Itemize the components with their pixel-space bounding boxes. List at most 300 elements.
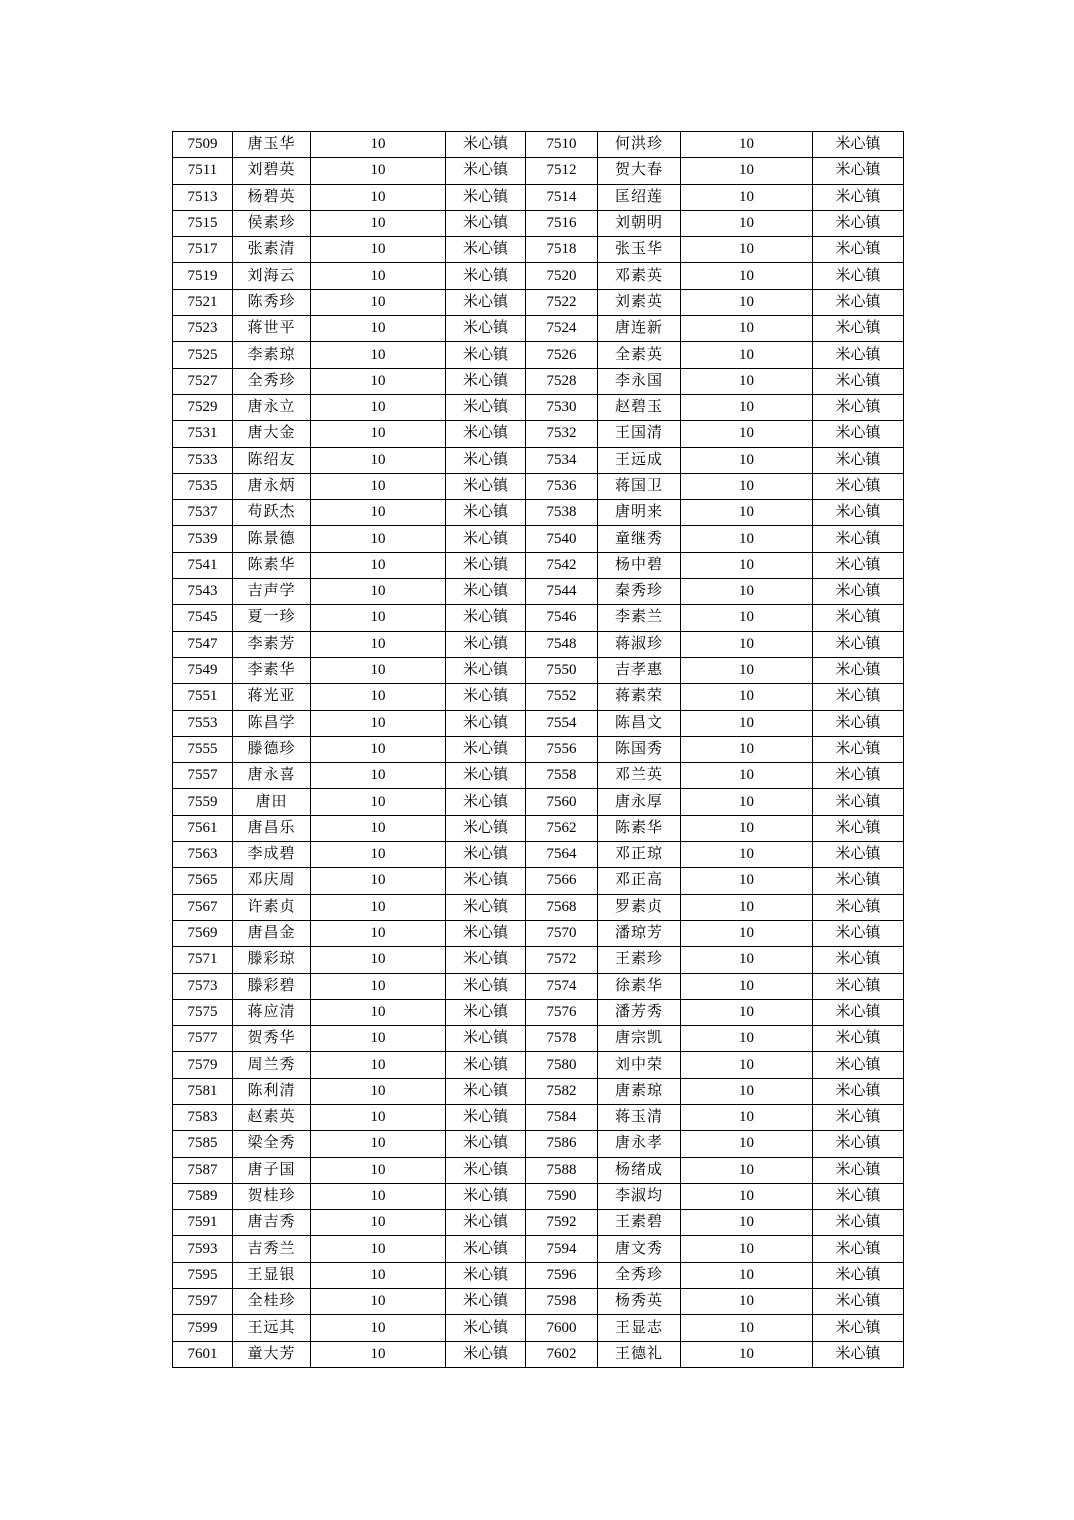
- entry-name-cell: 邓庆周: [233, 868, 311, 894]
- entry-name-cell: 唐昌金: [233, 920, 311, 946]
- entry-town-cell: 米心镇: [446, 342, 526, 368]
- entry-id-cell: 7528: [526, 368, 598, 394]
- entry-name-cell: 李素琼: [233, 342, 311, 368]
- entry-town-cell: 米心镇: [813, 1183, 904, 1209]
- entry-town-cell: 米心镇: [813, 868, 904, 894]
- entry-town-cell: 米心镇: [813, 1315, 904, 1341]
- entry-amount-cell: 10: [311, 368, 446, 394]
- entry-amount-cell: 10: [681, 368, 813, 394]
- table-row: [173, 1026, 904, 1052]
- entry-name-cell: 唐永喜: [233, 763, 311, 789]
- entry-id-cell: 7526: [526, 342, 598, 368]
- entry-town-cell: 米心镇: [446, 868, 526, 894]
- entry-amount-cell: 10: [311, 394, 446, 420]
- entry-name-cell: 唐吉秀: [233, 1210, 311, 1236]
- entry-amount-cell: 10: [681, 868, 813, 894]
- entry-id-cell: 7578: [526, 1026, 598, 1052]
- entry-amount-cell: 10: [681, 763, 813, 789]
- entry-name-cell: 苟跃杰: [233, 500, 311, 526]
- entry-id-cell: 7558: [526, 763, 598, 789]
- entry-amount-cell: 10: [681, 500, 813, 526]
- entry-id-cell: 7538: [526, 500, 598, 526]
- entry-town-cell: 米心镇: [813, 342, 904, 368]
- entry-id-cell: 7595: [173, 1262, 233, 1288]
- entry-name-cell: 杨绪成: [598, 1157, 681, 1183]
- entry-amount-cell: 10: [311, 526, 446, 552]
- entry-id-cell: 7525: [173, 342, 233, 368]
- entry-amount-cell: 10: [681, 1052, 813, 1078]
- entry-amount-cell: 10: [311, 1131, 446, 1157]
- entry-name-cell: 李素兰: [598, 605, 681, 631]
- entry-amount-cell: 10: [311, 579, 446, 605]
- entry-town-cell: 米心镇: [813, 1210, 904, 1236]
- table-row: [173, 1289, 904, 1315]
- table-row: [173, 421, 904, 447]
- entry-town-cell: 米心镇: [446, 289, 526, 315]
- entry-amount-cell: 10: [681, 631, 813, 657]
- entry-id-cell: 7544: [526, 579, 598, 605]
- table-row: [173, 842, 904, 868]
- entry-name-cell: 刘素英: [598, 289, 681, 315]
- table-row: [173, 184, 904, 210]
- entry-town-cell: 米心镇: [813, 289, 904, 315]
- entry-name-cell: 童大芳: [233, 1341, 311, 1367]
- entry-town-cell: 米心镇: [446, 920, 526, 946]
- entry-town-cell: 米心镇: [446, 1315, 526, 1341]
- entry-amount-cell: 10: [681, 210, 813, 236]
- entry-id-cell: 7597: [173, 1289, 233, 1315]
- entry-amount-cell: 10: [681, 342, 813, 368]
- entry-amount-cell: 10: [681, 920, 813, 946]
- entry-id-cell: 7559: [173, 789, 233, 815]
- entry-id-cell: 7568: [526, 894, 598, 920]
- entry-id-cell: 7552: [526, 684, 598, 710]
- entry-amount-cell: 10: [311, 1078, 446, 1104]
- entry-amount-cell: 10: [311, 1183, 446, 1209]
- entry-id-cell: 7512: [526, 158, 598, 184]
- entry-id-cell: 7554: [526, 710, 598, 736]
- entry-town-cell: 米心镇: [813, 1052, 904, 1078]
- entry-id-cell: 7551: [173, 684, 233, 710]
- entry-name-cell: 王显志: [598, 1315, 681, 1341]
- table-row: [173, 552, 904, 578]
- table-row: [173, 710, 904, 736]
- entry-town-cell: 米心镇: [446, 605, 526, 631]
- entry-name-cell: 陈景德: [233, 526, 311, 552]
- entry-name-cell: 王德礼: [598, 1341, 681, 1367]
- entry-id-cell: 7546: [526, 605, 598, 631]
- entry-amount-cell: 10: [681, 894, 813, 920]
- table-row: [173, 447, 904, 473]
- entry-id-cell: 7582: [526, 1078, 598, 1104]
- entry-town-cell: 米心镇: [813, 605, 904, 631]
- entry-name-cell: 蒋素荣: [598, 684, 681, 710]
- table-row: [173, 342, 904, 368]
- entry-name-cell: 夏一珍: [233, 605, 311, 631]
- entry-amount-cell: 10: [681, 842, 813, 868]
- entry-id-cell: 7515: [173, 210, 233, 236]
- entry-town-cell: 米心镇: [813, 394, 904, 420]
- entry-id-cell: 7566: [526, 868, 598, 894]
- entry-id-cell: 7529: [173, 394, 233, 420]
- entry-town-cell: 米心镇: [446, 763, 526, 789]
- entry-id-cell: 7576: [526, 999, 598, 1025]
- entry-id-cell: 7511: [173, 158, 233, 184]
- entry-town-cell: 米心镇: [446, 1210, 526, 1236]
- table-row: [173, 210, 904, 236]
- table-row: [173, 1183, 904, 1209]
- entry-town-cell: 米心镇: [446, 500, 526, 526]
- entry-amount-cell: 10: [311, 710, 446, 736]
- entry-id-cell: 7534: [526, 447, 598, 473]
- entry-id-cell: 7573: [173, 973, 233, 999]
- entry-id-cell: 7556: [526, 736, 598, 762]
- entry-id-cell: 7590: [526, 1183, 598, 1209]
- entry-amount-cell: 10: [681, 1157, 813, 1183]
- entry-name-cell: 邓兰英: [598, 763, 681, 789]
- entry-id-cell: 7535: [173, 473, 233, 499]
- entry-amount-cell: 10: [681, 158, 813, 184]
- entry-name-cell: 全秀珍: [233, 368, 311, 394]
- entry-town-cell: 米心镇: [446, 184, 526, 210]
- table-row: [173, 947, 904, 973]
- table-row: [173, 684, 904, 710]
- entry-amount-cell: 10: [311, 1236, 446, 1262]
- entry-name-cell: 王远其: [233, 1315, 311, 1341]
- entry-name-cell: 李素芳: [233, 631, 311, 657]
- entry-id-cell: 7596: [526, 1262, 598, 1288]
- entry-amount-cell: 10: [681, 1289, 813, 1315]
- entry-name-cell: 何洪珍: [598, 132, 681, 158]
- entry-id-cell: 7523: [173, 316, 233, 342]
- entry-amount-cell: 10: [311, 158, 446, 184]
- entry-name-cell: 周兰秀: [233, 1052, 311, 1078]
- entry-id-cell: 7588: [526, 1157, 598, 1183]
- entry-id-cell: 7564: [526, 842, 598, 868]
- entry-id-cell: 7510: [526, 132, 598, 158]
- entry-name-cell: 贺秀华: [233, 1026, 311, 1052]
- entry-name-cell: 唐子国: [233, 1157, 311, 1183]
- entry-name-cell: 全桂珍: [233, 1289, 311, 1315]
- table-row: [173, 500, 904, 526]
- entry-amount-cell: 10: [681, 947, 813, 973]
- table-row: [173, 368, 904, 394]
- entry-name-cell: 唐连新: [598, 316, 681, 342]
- entry-town-cell: 米心镇: [446, 1341, 526, 1367]
- entry-id-cell: 7592: [526, 1210, 598, 1236]
- entry-amount-cell: 10: [311, 132, 446, 158]
- table-row: [173, 1262, 904, 1288]
- entry-name-cell: 杨秀英: [598, 1289, 681, 1315]
- entry-name-cell: 唐大金: [233, 421, 311, 447]
- entry-id-cell: 7567: [173, 894, 233, 920]
- entry-name-cell: 邓正高: [598, 868, 681, 894]
- entry-name-cell: 刘碧英: [233, 158, 311, 184]
- entry-town-cell: 米心镇: [813, 894, 904, 920]
- entry-name-cell: 潘琼芳: [598, 920, 681, 946]
- entry-amount-cell: 10: [311, 815, 446, 841]
- entry-name-cell: 童继秀: [598, 526, 681, 552]
- entry-id-cell: 7553: [173, 710, 233, 736]
- entry-amount-cell: 10: [681, 447, 813, 473]
- entry-name-cell: 李成碧: [233, 842, 311, 868]
- entry-amount-cell: 10: [681, 421, 813, 447]
- entry-amount-cell: 10: [681, 789, 813, 815]
- entry-id-cell: 7557: [173, 763, 233, 789]
- entry-town-cell: 米心镇: [446, 552, 526, 578]
- entry-town-cell: 米心镇: [813, 184, 904, 210]
- entry-amount-cell: 10: [681, 1078, 813, 1104]
- entry-id-cell: 7513: [173, 184, 233, 210]
- entry-amount-cell: 10: [311, 736, 446, 762]
- entry-amount-cell: 10: [681, 1262, 813, 1288]
- entry-town-cell: 米心镇: [446, 1026, 526, 1052]
- entry-id-cell: 7548: [526, 631, 598, 657]
- table-row: [173, 920, 904, 946]
- entry-name-cell: 滕彩琼: [233, 947, 311, 973]
- entry-amount-cell: 10: [311, 684, 446, 710]
- entry-town-cell: 米心镇: [813, 657, 904, 683]
- table-row: [173, 1104, 904, 1130]
- entry-id-cell: 7572: [526, 947, 598, 973]
- entry-id-cell: 7598: [526, 1289, 598, 1315]
- entry-id-cell: 7601: [173, 1341, 233, 1367]
- entry-amount-cell: 10: [311, 1289, 446, 1315]
- entry-name-cell: 邓正琼: [598, 842, 681, 868]
- table-row: [173, 579, 904, 605]
- entry-id-cell: 7574: [526, 973, 598, 999]
- entry-amount-cell: 10: [681, 132, 813, 158]
- table-row: [173, 263, 904, 289]
- entry-town-cell: 米心镇: [813, 1104, 904, 1130]
- entry-amount-cell: 10: [311, 999, 446, 1025]
- entry-id-cell: 7539: [173, 526, 233, 552]
- entry-town-cell: 米心镇: [813, 447, 904, 473]
- entry-town-cell: 米心镇: [446, 894, 526, 920]
- entry-name-cell: 唐宗凯: [598, 1026, 681, 1052]
- table-row: [173, 1315, 904, 1341]
- entry-name-cell: 刘中荣: [598, 1052, 681, 1078]
- table-row: [173, 789, 904, 815]
- table-row: [173, 605, 904, 631]
- entry-town-cell: 米心镇: [446, 631, 526, 657]
- entry-id-cell: 7555: [173, 736, 233, 762]
- entry-town-cell: 米心镇: [813, 1236, 904, 1262]
- entry-amount-cell: 10: [311, 447, 446, 473]
- entry-town-cell: 米心镇: [813, 842, 904, 868]
- entry-amount-cell: 10: [311, 421, 446, 447]
- entry-name-cell: 李永国: [598, 368, 681, 394]
- entry-amount-cell: 10: [311, 1315, 446, 1341]
- table-body: [173, 132, 904, 1368]
- entry-name-cell: 王远成: [598, 447, 681, 473]
- entry-town-cell: 米心镇: [813, 1262, 904, 1288]
- table-row: [173, 289, 904, 315]
- entry-name-cell: 贺桂珍: [233, 1183, 311, 1209]
- entry-id-cell: 7524: [526, 316, 598, 342]
- entry-id-cell: 7521: [173, 289, 233, 315]
- entry-name-cell: 全秀珍: [598, 1262, 681, 1288]
- entry-amount-cell: 10: [681, 1104, 813, 1130]
- entry-name-cell: 王素珍: [598, 947, 681, 973]
- entry-town-cell: 米心镇: [813, 473, 904, 499]
- entry-amount-cell: 10: [311, 1026, 446, 1052]
- entry-town-cell: 米心镇: [446, 447, 526, 473]
- entry-id-cell: 7591: [173, 1210, 233, 1236]
- entry-town-cell: 米心镇: [813, 947, 904, 973]
- entry-name-cell: 吉声学: [233, 579, 311, 605]
- entry-id-cell: 7563: [173, 842, 233, 868]
- entry-id-cell: 7585: [173, 1131, 233, 1157]
- entry-amount-cell: 10: [681, 657, 813, 683]
- entry-town-cell: 米心镇: [813, 999, 904, 1025]
- entry-id-cell: 7517: [173, 237, 233, 263]
- entry-amount-cell: 10: [311, 552, 446, 578]
- entry-amount-cell: 10: [681, 1131, 813, 1157]
- entry-amount-cell: 10: [681, 184, 813, 210]
- entry-amount-cell: 10: [311, 1157, 446, 1183]
- entry-amount-cell: 10: [311, 920, 446, 946]
- table-row: [173, 973, 904, 999]
- entry-id-cell: 7514: [526, 184, 598, 210]
- entry-amount-cell: 10: [681, 579, 813, 605]
- entry-name-cell: 杨中碧: [598, 552, 681, 578]
- entry-town-cell: 米心镇: [813, 132, 904, 158]
- entry-name-cell: 唐永厚: [598, 789, 681, 815]
- entry-id-cell: 7547: [173, 631, 233, 657]
- entry-name-cell: 唐永孝: [598, 1131, 681, 1157]
- entry-id-cell: 7584: [526, 1104, 598, 1130]
- entry-id-cell: 7561: [173, 815, 233, 841]
- entry-amount-cell: 10: [311, 473, 446, 499]
- entry-town-cell: 米心镇: [446, 973, 526, 999]
- entry-town-cell: 米心镇: [446, 710, 526, 736]
- entry-town-cell: 米心镇: [813, 920, 904, 946]
- entry-town-cell: 米心镇: [446, 1236, 526, 1262]
- entry-amount-cell: 10: [311, 342, 446, 368]
- table-row: [173, 1236, 904, 1262]
- entry-name-cell: 蒋光亚: [233, 684, 311, 710]
- entry-town-cell: 米心镇: [813, 1157, 904, 1183]
- entry-amount-cell: 10: [681, 316, 813, 342]
- entry-town-cell: 米心镇: [813, 237, 904, 263]
- entry-name-cell: 蒋淑珍: [598, 631, 681, 657]
- entry-id-cell: 7509: [173, 132, 233, 158]
- entry-name-cell: 陈绍友: [233, 447, 311, 473]
- entry-id-cell: 7571: [173, 947, 233, 973]
- entry-name-cell: 唐明来: [598, 500, 681, 526]
- entry-town-cell: 米心镇: [813, 368, 904, 394]
- entry-amount-cell: 10: [681, 1210, 813, 1236]
- entry-id-cell: 7594: [526, 1236, 598, 1262]
- entry-id-cell: 7550: [526, 657, 598, 683]
- entry-name-cell: 唐玉华: [233, 132, 311, 158]
- entry-town-cell: 米心镇: [446, 999, 526, 1025]
- entry-id-cell: 7602: [526, 1341, 598, 1367]
- entry-amount-cell: 10: [311, 210, 446, 236]
- entry-id-cell: 7569: [173, 920, 233, 946]
- entry-id-cell: 7522: [526, 289, 598, 315]
- entry-id-cell: 7586: [526, 1131, 598, 1157]
- table-row: [173, 1210, 904, 1236]
- entry-amount-cell: 10: [311, 500, 446, 526]
- entry-amount-cell: 10: [311, 237, 446, 263]
- entry-amount-cell: 10: [681, 526, 813, 552]
- entry-name-cell: 王国清: [598, 421, 681, 447]
- entry-town-cell: 米心镇: [446, 158, 526, 184]
- entry-id-cell: 7583: [173, 1104, 233, 1130]
- entry-town-cell: 米心镇: [446, 789, 526, 815]
- entry-amount-cell: 10: [681, 736, 813, 762]
- entry-name-cell: 蒋国卫: [598, 473, 681, 499]
- entry-name-cell: 罗素贞: [598, 894, 681, 920]
- entry-id-cell: 7519: [173, 263, 233, 289]
- entry-town-cell: 米心镇: [813, 1289, 904, 1315]
- entry-id-cell: 7527: [173, 368, 233, 394]
- entry-amount-cell: 10: [311, 184, 446, 210]
- entry-name-cell: 陈国秀: [598, 736, 681, 762]
- entry-amount-cell: 10: [311, 316, 446, 342]
- table-row: [173, 316, 904, 342]
- entry-name-cell: 杨碧英: [233, 184, 311, 210]
- table-row: [173, 132, 904, 158]
- entry-id-cell: 7533: [173, 447, 233, 473]
- entry-amount-cell: 10: [311, 631, 446, 657]
- entry-amount-cell: 10: [681, 394, 813, 420]
- entry-name-cell: 邓素英: [598, 263, 681, 289]
- entry-town-cell: 米心镇: [813, 579, 904, 605]
- entry-amount-cell: 10: [681, 263, 813, 289]
- entry-town-cell: 米心镇: [446, 842, 526, 868]
- entry-town-cell: 米心镇: [446, 1052, 526, 1078]
- entry-name-cell: 唐素琼: [598, 1078, 681, 1104]
- entry-name-cell: 刘海云: [233, 263, 311, 289]
- entry-id-cell: 7543: [173, 579, 233, 605]
- entry-name-cell: 刘朝明: [598, 210, 681, 236]
- entry-name-cell: 蒋世平: [233, 316, 311, 342]
- entry-town-cell: 米心镇: [813, 1026, 904, 1052]
- entry-amount-cell: 10: [681, 815, 813, 841]
- entry-town-cell: 米心镇: [813, 763, 904, 789]
- entry-amount-cell: 10: [311, 842, 446, 868]
- entry-id-cell: 7579: [173, 1052, 233, 1078]
- entry-id-cell: 7600: [526, 1315, 598, 1341]
- table-row: [173, 815, 904, 841]
- table-row: [173, 1157, 904, 1183]
- entry-name-cell: 张玉华: [598, 237, 681, 263]
- entry-town-cell: 米心镇: [446, 394, 526, 420]
- table-row: [173, 1078, 904, 1104]
- entry-town-cell: 米心镇: [813, 973, 904, 999]
- entry-name-cell: 徐素华: [598, 973, 681, 999]
- entry-name-cell: 潘芳秀: [598, 999, 681, 1025]
- entry-town-cell: 米心镇: [813, 316, 904, 342]
- entry-id-cell: 7531: [173, 421, 233, 447]
- entry-town-cell: 米心镇: [813, 1131, 904, 1157]
- entry-amount-cell: 10: [681, 1236, 813, 1262]
- entry-amount-cell: 10: [311, 1341, 446, 1367]
- entry-town-cell: 米心镇: [813, 263, 904, 289]
- entry-id-cell: 7520: [526, 263, 598, 289]
- entry-id-cell: 7516: [526, 210, 598, 236]
- entry-amount-cell: 10: [681, 710, 813, 736]
- entry-name-cell: 蒋玉清: [598, 1104, 681, 1130]
- entry-id-cell: 7537: [173, 500, 233, 526]
- entry-town-cell: 米心镇: [446, 368, 526, 394]
- entry-id-cell: 7536: [526, 473, 598, 499]
- entry-town-cell: 米心镇: [813, 526, 904, 552]
- entry-amount-cell: 10: [311, 1104, 446, 1130]
